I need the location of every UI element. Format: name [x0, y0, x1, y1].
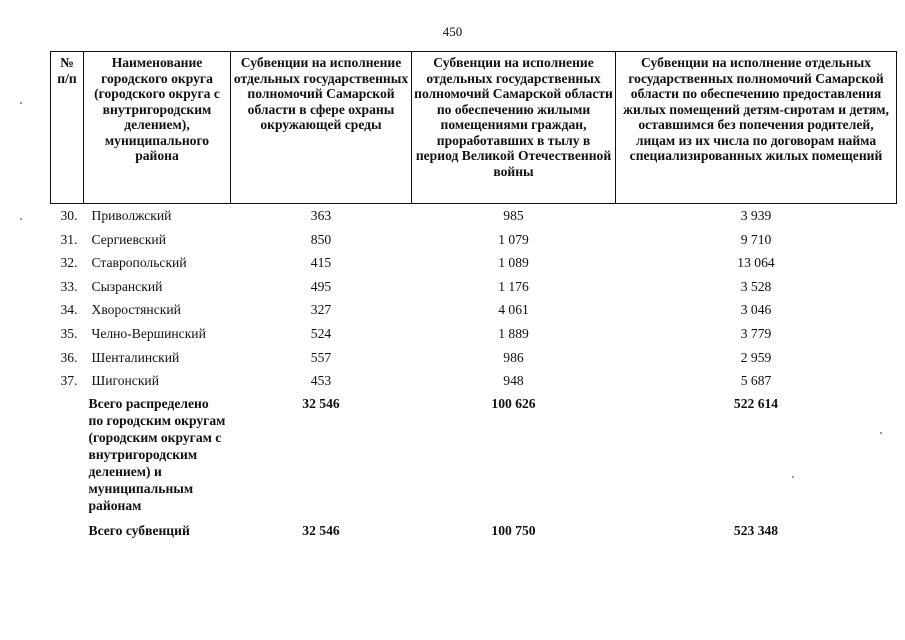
- scan-speck: [792, 476, 794, 478]
- orphans-housing-value: 5 687: [740, 373, 772, 389]
- total-distributed-v3: 522 614: [733, 395, 779, 411]
- orphans-housing-value: 2 959: [740, 349, 772, 365]
- environment-value: 557: [310, 349, 332, 365]
- veterans-housing-value: 986: [503, 349, 524, 365]
- orphans-housing-value: 3 939: [740, 208, 772, 223]
- total-distributed-v1: 32 546: [302, 395, 340, 411]
- table-row: [51, 346, 897, 370]
- veterans-housing-value: 985: [503, 208, 524, 223]
- row-number: 31.: [60, 231, 78, 247]
- veterans-housing-value: 1 176: [498, 278, 529, 294]
- total-distributed-v2: 100 626: [491, 395, 536, 411]
- header-housing-orphans-subvention: Субвенции на исполнение отдельных государственных полномочий Самарской области по обеспечению предоставления жилых помещений детям-сиротам и детям, оставшимся без попечения родителей, лицам из их числа по договорам найма специализированных жилых помещений: [616, 52, 897, 204]
- table-row: [51, 298, 897, 322]
- total-distributed-row: [51, 393, 897, 514]
- total-subventions-v3: 523 348: [733, 522, 779, 538]
- row-number: 36.: [60, 349, 78, 365]
- header-number: № п/п: [51, 52, 84, 204]
- table-row: [51, 369, 897, 393]
- orphans-housing-value: 3 046: [740, 302, 772, 318]
- total-subventions-v2: 100 750: [491, 522, 536, 538]
- district-name: Челно-Вершинский: [91, 325, 206, 341]
- header-district-name: Наименование городского округа (городского округа с внутригородским делением), муниципального района: [84, 52, 231, 204]
- orphans-housing-value: 3 779: [740, 325, 772, 341]
- table-row: [51, 204, 897, 228]
- veterans-housing-value: 1 079: [498, 231, 529, 247]
- district-name: Сергиевский: [91, 231, 166, 247]
- district-name: Шенталинский: [91, 349, 180, 365]
- veterans-housing-value: 1 089: [498, 255, 529, 271]
- table-row: [51, 322, 897, 346]
- environment-value: 495: [310, 278, 332, 294]
- total-subventions-v1: 32 546: [302, 522, 340, 538]
- veterans-housing-value: 4 061: [498, 302, 529, 318]
- row-number: 32.: [60, 255, 78, 271]
- district-name: Приволжский: [91, 208, 172, 223]
- header-housing-veterans-subvention: Субвенции на исполнение отдельных государственных полномочий Самарской области по обеспечению жилыми помещениями граждан, проработавших в тылу в период Великой Отечественной войны: [412, 52, 616, 204]
- row-number: 35.: [60, 325, 78, 341]
- environment-value: 850: [310, 231, 332, 247]
- header-row: [51, 52, 897, 204]
- row-number: 33.: [60, 278, 78, 294]
- district-name: Шигонский: [91, 373, 159, 389]
- veterans-housing-value: 1 889: [498, 325, 529, 341]
- table-row: [51, 228, 897, 252]
- total-subventions-row: [51, 514, 897, 539]
- row-number: 30.: [60, 208, 78, 223]
- district-name: Сызранский: [91, 278, 163, 294]
- scan-speck: [20, 102, 22, 104]
- orphans-housing-value: 13 064: [737, 255, 775, 271]
- district-name: Ставропольский: [91, 255, 187, 271]
- district-name: Хворостянский: [91, 302, 181, 318]
- table-row: [51, 251, 897, 275]
- environment-value: 327: [310, 302, 332, 318]
- subventions-table: [50, 51, 897, 539]
- row-number: 37.: [60, 373, 78, 389]
- row-number: 34.: [60, 302, 78, 318]
- orphans-housing-value: 3 528: [740, 278, 772, 294]
- environment-value: 453: [310, 373, 332, 389]
- scan-speck: [880, 432, 882, 434]
- environment-value: 363: [310, 208, 332, 223]
- table-row: [51, 275, 897, 299]
- scan-speck: [20, 218, 22, 220]
- environment-value: 415: [310, 255, 332, 271]
- environment-value: 524: [310, 325, 332, 341]
- table-body: [51, 204, 897, 539]
- total-distributed-label: Всего распределено по городским округам (городским округам с внутригородским делением) и муниципальным районам: [88, 395, 226, 513]
- veterans-housing-value: 948: [503, 373, 524, 389]
- total-subventions-label: Всего субвенций: [88, 522, 190, 538]
- orphans-housing-value: 9 710: [740, 231, 772, 247]
- header-environment-subvention: Субвенции на исполнение отдельных государственных полномочий Самарской области в сфере охраны окружающей среды: [231, 52, 412, 204]
- total-subventions-num: [51, 514, 84, 539]
- total-distributed-num: [51, 393, 84, 514]
- page-number: 450: [442, 24, 463, 39]
